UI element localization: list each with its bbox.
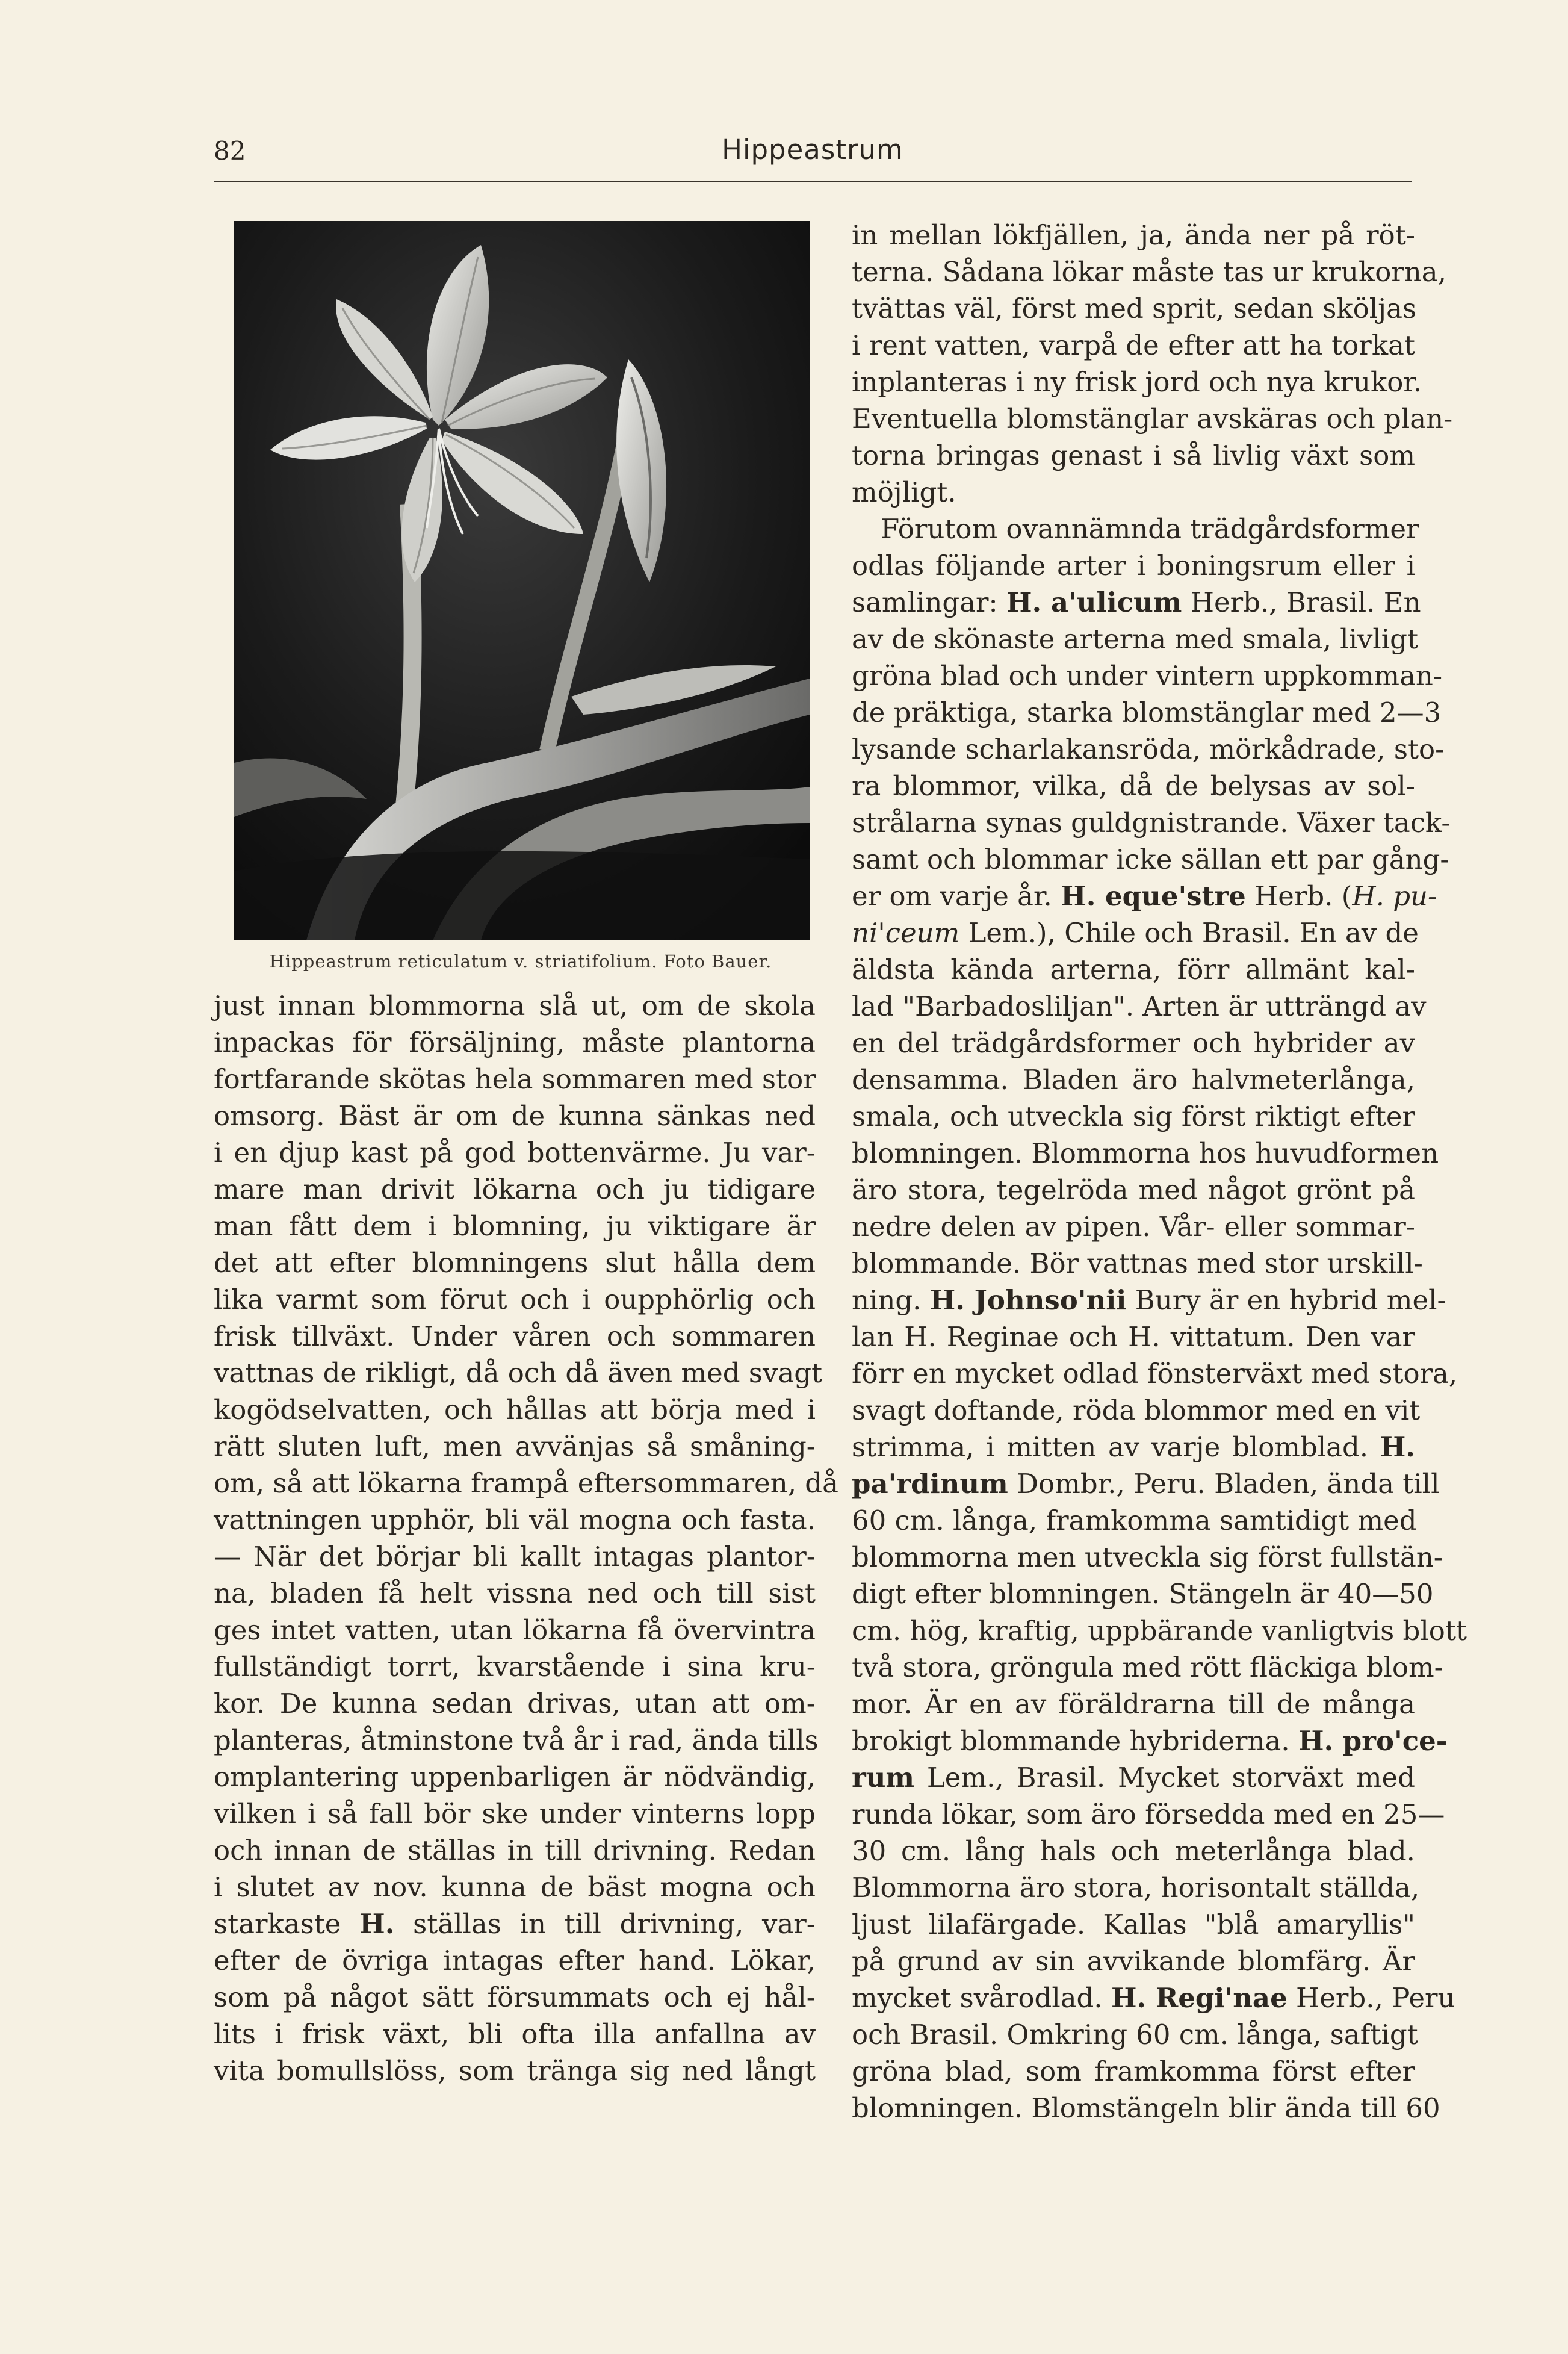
running-title: Hippeastrum — [722, 134, 903, 166]
text-line: lysande scharlakansröda, mörkådrade, sto- — [852, 733, 1445, 765]
text-line: och Brasil. Omkring 60 cm. långa, saftigt — [852, 2019, 1418, 2051]
text-line: frisk tillväxt. Under våren och sommaren — [214, 1320, 816, 1352]
text-line: vilken i så fall bör ske under vinterns lopp — [214, 1798, 816, 1830]
text-line: na, bladen få helt vissna ned och till sist — [214, 1577, 816, 1609]
text-line: rum Lem., Brasil. Mycket storväxt med — [852, 1762, 1415, 1793]
text-line: två stora, gröngula med rött fläckiga blom- — [852, 1651, 1443, 1683]
text-line: det att efter blomningens slut hålla dem — [214, 1247, 816, 1279]
species-name: H. — [1380, 1431, 1415, 1463]
text-line: kogödselvatten, och hållas att börja med i — [214, 1394, 816, 1426]
text-line: — När det börjar bli kallt intagas plantor- — [214, 1541, 816, 1573]
species-name: H. a'ulicum — [1006, 586, 1182, 618]
text-line: i slutet av nov. kunna de bäst mogna och — [214, 1871, 816, 1903]
text-line: ning. H. Johnso'nii Bury är en hybrid mel- — [852, 1284, 1446, 1316]
species-name: H. eque'stre — [1061, 880, 1246, 912]
species-name: H. Johnso'nii — [929, 1284, 1127, 1316]
text-line: nedre delen av pipen. Vår- eller sommar- — [852, 1211, 1415, 1243]
text-line: smala, och utveckla sig först riktigt efter — [852, 1101, 1415, 1132]
species-abbrev: H. — [359, 1908, 395, 1940]
text-line: och innan de ställas in till drivning. Redan — [214, 1834, 816, 1866]
text-line: strimma, i mitten av varje blomblad. H. — [852, 1431, 1415, 1463]
text-line: möjligt. — [852, 476, 956, 508]
text-line: 60 cm. långa, framkomma samtidigt med — [852, 1505, 1417, 1536]
text-line: en del trädgårdsformer och hybrider av — [852, 1027, 1415, 1059]
text-line: lika varmt som förut och i oupphörlig och — [214, 1284, 816, 1315]
text-line: densamma. Bladen äro halvmeterlånga, — [852, 1064, 1415, 1096]
text-line: Eventuella blomstänglar avskäras och plan- — [852, 403, 1453, 435]
text-line: inpackas för försäljning, måste plantorna — [214, 1026, 816, 1058]
page-header — [214, 131, 1412, 182]
text-line: gröna blad, som framkomma först efter — [852, 2055, 1415, 2087]
text-line: lan H. Reginae och H. vittatum. Den var — [852, 1321, 1415, 1353]
text-line: rätt sluten luft, men avvänjas så småning- — [214, 1430, 816, 1462]
synonym-name: H. pu- — [1352, 880, 1437, 912]
text-line: i en djup kast på god bottenvärme. Ju var- — [214, 1137, 816, 1169]
text-line: blomningen. Blomstängeln blir ända till 60 — [852, 2092, 1440, 2124]
text-line: planteras, åtminstone två år i rad, ända tills — [214, 1724, 819, 1756]
flower-photograph — [234, 221, 810, 940]
text-line: förr en mycket odlad fönsterväxt med stora, — [852, 1358, 1458, 1390]
text-line: cm. hög, kraftig, uppbärande vanligtvis blott — [852, 1615, 1467, 1647]
text-line: de präktiga, starka blomstänglar med 2—3 — [852, 697, 1442, 728]
text-line: om, så att lökarna frampå eftersommaren, då — [214, 1467, 838, 1499]
text-line: Förutom ovannämnda trädgårdsformer — [881, 513, 1419, 545]
text-line: äldsta kända arterna, förr allmänt kal- — [852, 954, 1415, 986]
text-line: som på något sätt försummats och ej hål- — [214, 1981, 816, 2013]
text-line: odlas följande arter i boningsrum eller i — [852, 550, 1415, 582]
text-line: vattnas de rikligt, då och då även med svagt — [214, 1357, 823, 1389]
text-line: pa'rdinum Dombr., Peru. Bladen, ända till — [852, 1468, 1440, 1500]
text-line: brokigt blommande hybriderna. H. pro'ce- — [852, 1725, 1448, 1757]
text-line: 30 cm. lång hals och meterlånga blad. — [852, 1835, 1415, 1867]
text-line: in mellan lökfjällen, ja, ända ner på röt- — [852, 219, 1415, 251]
text-line: runda lökar, som äro försedda med en 25— — [852, 1798, 1445, 1830]
text-line: er om varje år. H. eque'stre Herb. (H. pu- — [852, 880, 1437, 912]
text-line: i rent vatten, varpå de efter att ha torkat — [852, 329, 1415, 361]
figure-caption: Hippeastrum reticulatum v. striatifolium. Foto Bauer. — [269, 951, 772, 972]
text-line: digt efter blomningen. Stängeln är 40—50 — [852, 1578, 1434, 1610]
text-line: ra blommor, vilka, då de belysas av sol- — [852, 770, 1415, 802]
text-line: torna bringas genast i så livlig växt som — [852, 439, 1415, 471]
text-line: ni'ceum Lem.), Chile och Brasil. En av de — [852, 917, 1419, 949]
text-line: starkaste H. ställas in till drivning, var- — [214, 1908, 816, 1940]
text-line: vattningen upphör, bli väl mogna och fasta. — [214, 1504, 816, 1536]
species-name: rum — [852, 1762, 915, 1793]
text-line: blommorna men utveckla sig först fullstän- — [852, 1541, 1443, 1573]
text-line: samt och blommar icke sällan ett par gång- — [852, 843, 1449, 875]
text-line: fortfarande skötas hela sommaren med stor — [214, 1063, 816, 1095]
text-line: blommande. Bör vattnas med stor urskill- — [852, 1247, 1423, 1279]
text-line: samlingar: H. a'ulicum Herb., Brasil. En — [852, 586, 1421, 618]
text-line: omsorg. Bäst är om de kunna sänkas ned — [214, 1100, 816, 1132]
text-line: strålarna synas guldgnistrande. Växer tack- — [852, 807, 1451, 839]
text-line: fullständigt torrt, kvarstående i sina kru- — [214, 1651, 816, 1683]
text-line: ges intet vatten, utan lökarna få övervintra — [214, 1614, 816, 1646]
text-line: just innan blommorna slå ut, om de skola — [214, 990, 816, 1022]
page-number: 82 — [214, 136, 246, 166]
text-line: lits i frisk växt, bli ofta illa anfallna av — [214, 2018, 816, 2050]
text-line: mor. Är en av föräldrarna till de många — [852, 1688, 1415, 1720]
text-line: efter de övriga intagas efter hand. Lökar, — [214, 1945, 816, 1977]
text-line: på grund av sin avvikande blomfärg. Är — [852, 1945, 1415, 1977]
text-line: terna. Sådana lökar måste tas ur krukorna, — [852, 256, 1446, 288]
species-name: H. pro'ce- — [1298, 1725, 1448, 1757]
text-line: lad "Barbadosliljan". Arten är utträngd av — [852, 990, 1427, 1022]
text-line: blomningen. Blommorna hos huvudformen — [852, 1137, 1439, 1169]
species-name: pa'rdinum — [852, 1468, 1008, 1500]
text-line: svagt doftande, röda blommor med en vit — [852, 1394, 1421, 1426]
text-line: av de skönaste arterna med smala, livligt — [852, 623, 1419, 655]
text-line: ljust lilafärgade. Kallas "blå amaryllis" — [852, 1908, 1415, 1940]
text-line: kor. De kunna sedan drivas, utan att om- — [214, 1688, 816, 1719]
text-line: mycket svårodlad. H. Regi'nae Herb., Peru — [852, 1982, 1455, 2014]
text-line: tvättas väl, först med sprit, sedan sköljas — [852, 293, 1416, 325]
text-line: Blommorna äro stora, horisontalt ställda, — [852, 1872, 1420, 1904]
text-line: gröna blad och under vintern uppkomman- — [852, 660, 1443, 692]
text-line: äro stora, tegelröda med något grönt på — [852, 1174, 1415, 1206]
right-column — [852, 217, 1467, 2126]
species-name: H. Regi'nae — [1111, 1982, 1288, 2014]
text-line: mare man drivit lökarna och ju tidigare — [214, 1173, 816, 1205]
text-line: man fått dem i blomning, ju viktigare är — [214, 1210, 816, 1242]
synonym-name: ni'ceum — [852, 917, 960, 949]
left-column — [214, 987, 838, 2089]
text-line: inplanteras i ny frisk jord och nya krukor. — [852, 366, 1422, 398]
text-line: vita bomullslöss, som tränga sig ned långt — [214, 2055, 816, 2087]
text-line: omplantering uppenbarligen är nödvändig, — [214, 1761, 816, 1793]
